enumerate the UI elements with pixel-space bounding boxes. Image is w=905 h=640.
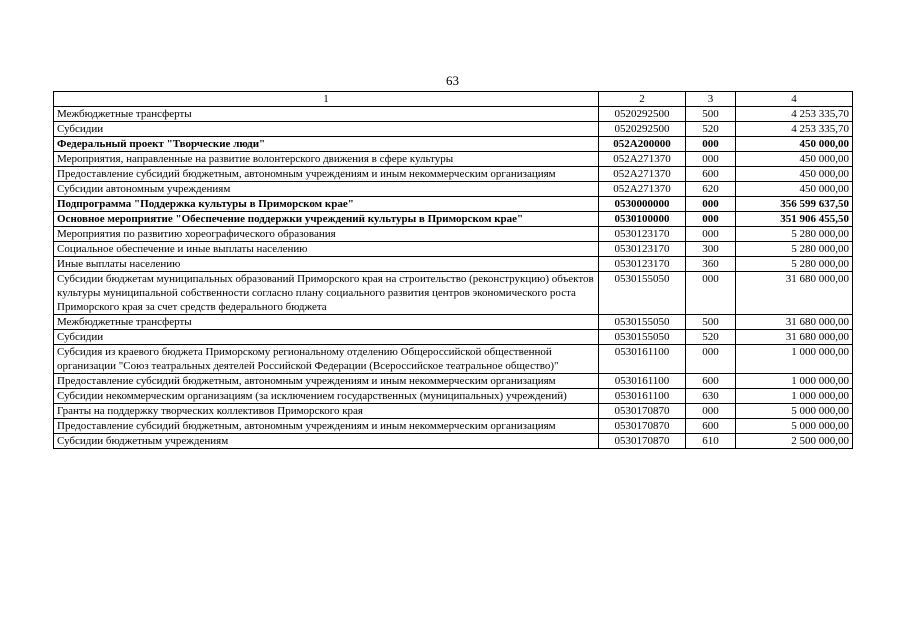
table-row <box>54 137 853 152</box>
row-name-cell: Субсидии бюджетам муниципальных образований Приморского края на строительство (реконструкцию) объектов культуры муниципальной собственности согласно плану социального развития центров экономического роста Приморского края за счет средств федерального бюджета <box>54 272 599 315</box>
row-name-cell: Субсидии некоммерческим организациям (за исключением государственных (муниципальных) учреждений) <box>54 389 599 404</box>
row-amount-cell: 450 000,00 <box>736 167 853 182</box>
row-code-cell: 0530100000 <box>599 212 686 227</box>
table-row <box>54 419 853 434</box>
table-row <box>54 152 853 167</box>
table-row <box>54 242 853 257</box>
row-type-cell: 000 <box>686 227 736 242</box>
row-amount-cell: 4 253 335,70 <box>736 122 853 137</box>
table-row <box>54 182 853 197</box>
row-amount-cell: 1 000 000,00 <box>736 374 853 389</box>
row-name-cell: Субсидии <box>54 330 599 345</box>
row-type-cell: 600 <box>686 374 736 389</box>
table-row <box>54 434 853 449</box>
table-row <box>54 122 853 137</box>
row-code-cell: 0530170870 <box>599 404 686 419</box>
row-code-cell: 0530161100 <box>599 374 686 389</box>
row-type-cell: 300 <box>686 242 736 257</box>
row-type-cell: 500 <box>686 107 736 122</box>
row-type-cell: 000 <box>686 137 736 152</box>
table-row <box>54 257 853 272</box>
row-code-cell: 0530123170 <box>599 242 686 257</box>
row-name-cell: Субсидии бюджетным учреждениям <box>54 434 599 449</box>
row-type-cell: 000 <box>686 404 736 419</box>
table-row <box>54 272 853 315</box>
row-amount-cell: 1 000 000,00 <box>736 389 853 404</box>
row-type-cell: 000 <box>686 345 736 374</box>
row-code-cell: 0530155050 <box>599 272 686 315</box>
row-type-cell: 000 <box>686 272 736 315</box>
row-name-cell: Субсидии <box>54 122 599 137</box>
row-code-cell: 0530000000 <box>599 197 686 212</box>
table-row <box>54 167 853 182</box>
row-code-cell: 0530170870 <box>599 419 686 434</box>
row-code-cell: 0530161100 <box>599 389 686 404</box>
row-code-cell: 052A271370 <box>599 182 686 197</box>
row-amount-cell: 450 000,00 <box>736 182 853 197</box>
column-header-2: 2 <box>599 92 686 107</box>
table-row <box>54 315 853 330</box>
row-name-cell: Межбюджетные трансферты <box>54 107 599 122</box>
row-code-cell: 052A271370 <box>599 152 686 167</box>
row-amount-cell: 450 000,00 <box>736 137 853 152</box>
row-type-cell: 600 <box>686 167 736 182</box>
row-amount-cell: 5 280 000,00 <box>736 257 853 272</box>
row-type-cell: 630 <box>686 389 736 404</box>
row-amount-cell: 5 000 000,00 <box>736 404 853 419</box>
table-row <box>54 212 853 227</box>
row-type-cell: 360 <box>686 257 736 272</box>
row-type-cell: 600 <box>686 419 736 434</box>
column-header-1: 1 <box>54 92 599 107</box>
row-name-cell: Основное мероприятие "Обеспечение поддержки учреждений культуры в Приморском крае" <box>54 212 599 227</box>
row-code-cell: 052A271370 <box>599 167 686 182</box>
row-amount-cell: 5 280 000,00 <box>736 227 853 242</box>
table-row <box>54 404 853 419</box>
table-header-row <box>54 92 853 107</box>
budget-table <box>53 91 853 449</box>
table-row <box>54 107 853 122</box>
row-name-cell: Мероприятия, направленные на развитие волонтерского движения в сфере культуры <box>54 152 599 167</box>
row-code-cell: 0530155050 <box>599 315 686 330</box>
row-amount-cell: 31 680 000,00 <box>736 315 853 330</box>
row-code-cell: 0520292500 <box>599 107 686 122</box>
row-name-cell: Предоставление субсидий бюджетным, автономным учреждениям и иным некоммерческим организациям <box>54 167 599 182</box>
table-row <box>54 227 853 242</box>
row-code-cell: 0520292500 <box>599 122 686 137</box>
table-row <box>54 345 853 374</box>
row-amount-cell: 356 599 637,50 <box>736 197 853 212</box>
table-row <box>54 374 853 389</box>
row-name-cell: Предоставление субсидий бюджетным, автономным учреждениям и иным некоммерческим организациям <box>54 374 599 389</box>
row-type-cell: 520 <box>686 122 736 137</box>
table-row <box>54 330 853 345</box>
row-code-cell: 0530155050 <box>599 330 686 345</box>
row-code-cell: 0530123170 <box>599 227 686 242</box>
row-code-cell: 0530170870 <box>599 434 686 449</box>
row-type-cell: 520 <box>686 330 736 345</box>
row-name-cell: Гранты на поддержку творческих коллективов Приморского края <box>54 404 599 419</box>
row-amount-cell: 2 500 000,00 <box>736 434 853 449</box>
row-amount-cell: 5 000 000,00 <box>736 419 853 434</box>
row-name-cell: Мероприятия по развитию хореографического образования <box>54 227 599 242</box>
row-amount-cell: 1 000 000,00 <box>736 345 853 374</box>
row-amount-cell: 450 000,00 <box>736 152 853 167</box>
row-amount-cell: 4 253 335,70 <box>736 107 853 122</box>
row-name-cell: Субсидия из краевого бюджета Приморскому региональному отделению Общероссийской общественной организации "Союз театральных деятелей Российской Федерации (Всероссийское театральное общество)" <box>54 345 599 374</box>
row-amount-cell: 31 680 000,00 <box>736 330 853 345</box>
page-number: 63 <box>446 73 459 88</box>
row-name-cell: Подпрограмма "Поддержка культуры в Приморском крае" <box>54 197 599 212</box>
row-type-cell: 500 <box>686 315 736 330</box>
row-type-cell: 610 <box>686 434 736 449</box>
row-amount-cell: 5 280 000,00 <box>736 242 853 257</box>
row-type-cell: 000 <box>686 212 736 227</box>
row-name-cell: Федеральный проект "Творческие люди" <box>54 137 599 152</box>
row-name-cell: Социальное обеспечение и иные выплаты населению <box>54 242 599 257</box>
row-type-cell: 620 <box>686 182 736 197</box>
table-row <box>54 389 853 404</box>
row-name-cell: Межбюджетные трансферты <box>54 315 599 330</box>
row-code-cell: 052A200000 <box>599 137 686 152</box>
row-type-cell: 000 <box>686 152 736 167</box>
row-name-cell: Предоставление субсидий бюджетным, автономным учреждениям и иным некоммерческим организациям <box>54 419 599 434</box>
row-name-cell: Субсидии автономным учреждениям <box>54 182 599 197</box>
row-amount-cell: 31 680 000,00 <box>736 272 853 315</box>
row-name-cell: Иные выплаты населению <box>54 257 599 272</box>
row-code-cell: 0530123170 <box>599 257 686 272</box>
row-amount-cell: 351 906 455,50 <box>736 212 853 227</box>
column-header-4: 4 <box>736 92 853 107</box>
row-code-cell: 0530161100 <box>599 345 686 374</box>
row-type-cell: 000 <box>686 197 736 212</box>
column-header-3: 3 <box>686 92 736 107</box>
table-row <box>54 197 853 212</box>
